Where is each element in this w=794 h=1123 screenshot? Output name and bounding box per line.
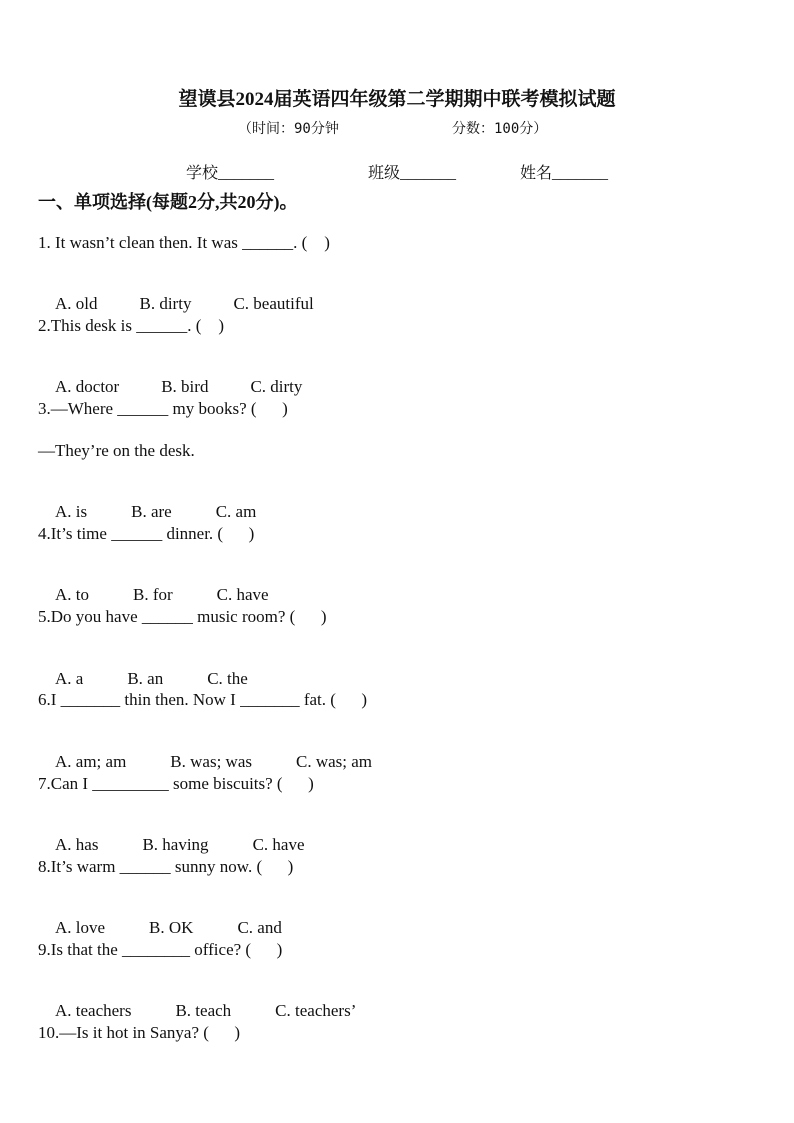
q7-option-c: C. have (252, 835, 305, 854)
q5-option-b: B. an (127, 669, 164, 688)
q5-option-c: C. the (207, 669, 248, 688)
class-field: 班级_______ (368, 165, 457, 182)
q8-option-b: B. OK (149, 918, 194, 937)
question-6-stem: 6.I _______ thin then. Now I _______ fat. ( ) (38, 690, 368, 709)
q3-option-c: C. am (215, 502, 257, 521)
question-1-stem: 1. It wasn’t clean then. It was ______. ( ) (38, 233, 330, 252)
exam-time: （时间：90分钟 (238, 121, 339, 137)
question-3-stem: 3.—Where ______ my books? ( ) (38, 399, 288, 418)
q7-option-a: A. has (55, 835, 99, 854)
q4-option-b: B. for (133, 585, 173, 604)
q9-option-b: B. teach (175, 1001, 232, 1020)
name-field: 姓名_______ (520, 165, 609, 182)
q9-option-a: A. teachers (55, 1001, 132, 1020)
q1-option-a: A. old (55, 294, 98, 313)
q3-option-b: B. are (131, 502, 172, 521)
question-5-stem: 5.Do you have ______ music room? ( ) (38, 607, 327, 626)
q1-option-c: C. beautiful (233, 294, 314, 313)
q6-option-a: A. am; am (55, 752, 127, 771)
question-7-stem: 7.Can I _________ some biscuits? ( ) (38, 774, 314, 793)
question-8-stem: 8.It’s warm ______ sunny now. ( ) (38, 857, 294, 876)
question-10-stem: 10.—Is it hot in Sanya? ( ) (38, 1023, 241, 1042)
q8-option-a: A. love (55, 918, 106, 937)
question-9-stem: 9.Is that the ________ office? ( ) (38, 940, 283, 959)
exam-title: 望谟县2024届英语四年级第二学期期中联考模拟试题 (178, 89, 616, 110)
section-title: 一、单项选择(每题2分,共20分)。 (38, 192, 298, 212)
q3-option-a: A. is (55, 502, 88, 521)
question-2-stem: 2.This desk is ______. ( ) (38, 316, 225, 335)
q2-option-c: C. dirty (250, 377, 303, 396)
exam-score: 分数：100分） (452, 121, 548, 137)
q6-option-c: C. was; am (296, 752, 373, 771)
q4-option-a: A. to (55, 585, 89, 604)
q9-option-c: C. teachers’ (275, 1001, 357, 1020)
question-4-stem: 4.It’s time ______ dinner. ( ) (38, 524, 255, 543)
q8-option-c: C. and (237, 918, 282, 937)
school-field: 学校_______ (186, 165, 275, 182)
q1-option-b: B. dirty (139, 294, 192, 313)
q7-option-b: B. having (142, 835, 209, 854)
q5-option-a: A. a (55, 669, 84, 688)
q4-option-c: C. have (216, 585, 269, 604)
q2-option-a: A. doctor (55, 377, 120, 396)
question-3-response: —They’re on the desk. (38, 441, 195, 460)
q2-option-b: B. bird (161, 377, 209, 396)
q6-option-b: B. was; was (170, 752, 252, 771)
